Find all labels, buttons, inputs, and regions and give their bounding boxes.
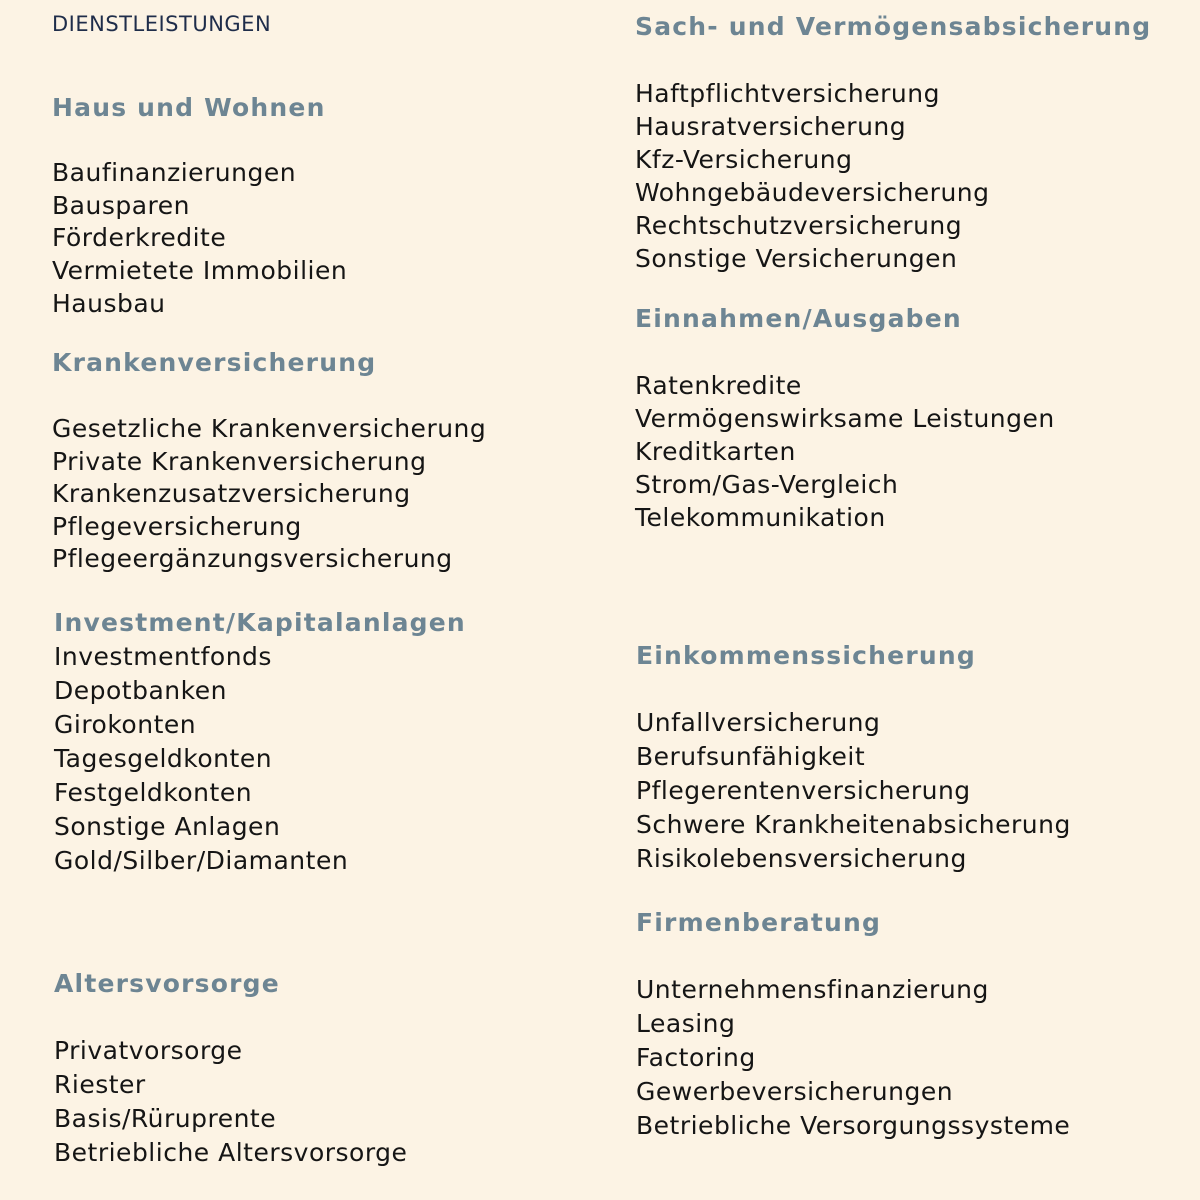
service-item[interactable]: Privatvorsorge — [54, 1036, 243, 1065]
service-item[interactable]: Risikolebensversicherung — [636, 844, 967, 873]
section-heading: Altersvorsorge — [54, 969, 280, 998]
service-item[interactable]: Vermietete Immobilien — [52, 256, 348, 286]
service-item[interactable]: Rechtschutzversicherung — [635, 211, 963, 240]
section-heading: Sach- und Vermögensabsicherung — [635, 12, 1152, 41]
section-heading: Firmenberatung — [636, 908, 882, 937]
service-item[interactable]: Wohngebäudeversicherung — [635, 178, 990, 207]
service-item[interactable]: Haftpflichtversicherung — [635, 79, 940, 108]
service-item[interactable]: Basis/Rüruprente — [54, 1104, 277, 1133]
section-investment-kapitalanlagen — [54, 607, 466, 878]
service-list — [636, 973, 1070, 1143]
service-list — [54, 640, 466, 878]
service-item[interactable]: Hausratversicherung — [635, 112, 907, 141]
service-item[interactable]: Strom/Gas-Vergleich — [635, 470, 899, 499]
service-item[interactable]: Pflegeversicherung — [52, 511, 302, 541]
service-item[interactable]: Girokonten — [54, 710, 197, 739]
service-item[interactable]: Tagesgeldkonten — [54, 744, 273, 773]
section-heading: Einnahmen/Ausgaben — [635, 304, 962, 333]
service-list — [635, 369, 1055, 534]
section-heading: Krankenversicherung — [52, 348, 377, 377]
page-title: DIENSTLEISTUNGEN — [52, 12, 272, 36]
service-item[interactable]: Hausbau — [52, 288, 166, 318]
service-list — [54, 1034, 407, 1170]
service-list — [52, 413, 486, 576]
service-item[interactable]: Kfz-Versicherung — [635, 145, 853, 174]
section-einkommenssicherung — [636, 640, 1071, 876]
service-item[interactable]: Investmentfonds — [54, 642, 272, 671]
section-altersvorsorge — [54, 968, 407, 1170]
section-heading: Einkommenssicherung — [636, 641, 976, 670]
service-item[interactable]: Leasing — [636, 1009, 736, 1038]
service-item[interactable]: Pflegerentenversicherung — [636, 776, 971, 805]
service-item[interactable]: Depotbanken — [54, 676, 227, 705]
service-list — [636, 706, 1071, 876]
service-item[interactable]: Krankenzusatzversicherung — [52, 479, 411, 509]
service-item[interactable]: Factoring — [636, 1043, 756, 1072]
section-einnahmen-ausgaben — [635, 303, 1055, 534]
service-item[interactable]: Bausparen — [52, 190, 190, 220]
section-heading: Investment/Kapitalanlagen — [54, 608, 466, 637]
service-item[interactable]: Vermögenswirksame Leistungen — [635, 404, 1055, 433]
service-item[interactable]: Telekommunikation — [635, 503, 886, 532]
section-firmenberatung — [636, 907, 1070, 1143]
service-item[interactable]: Kreditkarten — [635, 437, 796, 466]
service-item[interactable]: Gewerbeversicherungen — [636, 1077, 954, 1106]
service-item[interactable]: Unternehmensfinanzierung — [636, 975, 989, 1004]
service-item[interactable]: Festgeldkonten — [54, 778, 253, 807]
service-item[interactable]: Pflegeergänzungsversicherung — [52, 544, 453, 574]
service-item[interactable]: Schwere Krankheitenabsicherung — [636, 810, 1071, 839]
service-item[interactable]: Baufinanzierungen — [52, 158, 297, 187]
service-list — [52, 157, 347, 321]
service-item[interactable]: Gold/Silber/Diamanten — [54, 846, 349, 875]
section-krankenversicherung — [52, 347, 486, 576]
service-item[interactable]: Förderkredite — [52, 223, 227, 253]
service-item[interactable]: Riester — [54, 1070, 146, 1099]
service-item[interactable]: Berufsunfähigkeit — [636, 742, 866, 771]
section-sach-und-vermoegensabsicherung — [635, 11, 1151, 275]
service-item[interactable]: Ratenkredite — [635, 371, 802, 400]
section-heading: Haus und Wohnen — [52, 93, 326, 122]
service-item[interactable]: Gesetzliche Krankenversicherung — [52, 414, 487, 443]
service-item[interactable]: Betriebliche Versorgungssysteme — [636, 1111, 1071, 1140]
service-item[interactable]: Betriebliche Altersvorsorge — [54, 1138, 408, 1167]
service-item[interactable]: Private Krankenversicherung — [52, 446, 427, 476]
service-list — [635, 77, 1151, 275]
section-haus-und-wohnen — [52, 92, 347, 321]
service-item[interactable]: Sonstige Anlagen — [54, 812, 281, 841]
service-item[interactable]: Unfallversicherung — [636, 708, 881, 737]
service-item[interactable]: Sonstige Versicherungen — [635, 244, 958, 273]
